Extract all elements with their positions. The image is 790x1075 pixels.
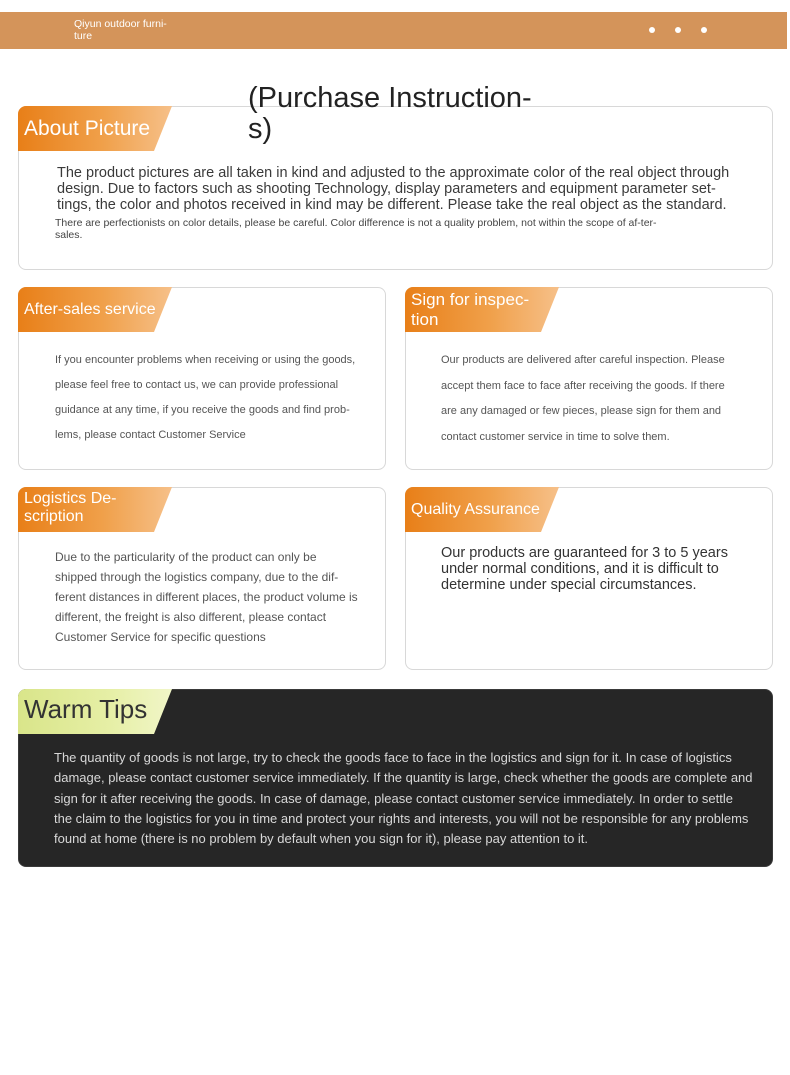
quality-card bbox=[405, 487, 773, 670]
warm-tips-title: Warm Tips bbox=[24, 694, 148, 724]
carousel-dot[interactable] bbox=[675, 27, 681, 33]
logistics-tab bbox=[18, 487, 172, 532]
warm-tips-tab bbox=[18, 689, 172, 734]
warm-tips-card bbox=[18, 689, 773, 867]
about-picture-tab bbox=[18, 106, 172, 151]
sign-inspection-title: Sign for inspec-tion bbox=[411, 290, 530, 329]
page-title: (Purchase Instruction-s) bbox=[248, 82, 532, 145]
top-banner bbox=[0, 12, 787, 49]
quality-title: Quality Assurance bbox=[411, 501, 540, 518]
quality-text: Our products are guaranteed for 3 to 5 years under normal conditions, and it is difficult to determine under special circumstances. bbox=[441, 545, 728, 593]
sign-inspection-text: Our products are delivered after careful inspection. Please accept them face to face after receiving the goods. If there are any damaged or few pieces, please sign for them and contact customer service in time to solve them. bbox=[441, 354, 725, 443]
carousel-dot[interactable] bbox=[649, 27, 655, 33]
after-sales-tab bbox=[18, 287, 172, 332]
about-main-text: The product pictures are all taken in kind and adjusted to the approximate color of the real object through design. Due to factors such as shooting Technology, display parameters and equipment parameter set-tings, the color and photos received in kind may be different. Please take the real object as the standard. bbox=[57, 165, 730, 213]
carousel-dot[interactable] bbox=[701, 27, 707, 33]
after-sales-text: If you encounter problems when receiving or using the goods, please feel free to contact us, we can provide professional guidance at any time, if you receive the goods and find prob-lems, please contact Customer Service bbox=[55, 354, 356, 441]
logistics-title: Logistics De-scription bbox=[24, 490, 117, 525]
brand-name: Qiyun outdoor furni-ture bbox=[74, 18, 167, 42]
warm-tips-text: The quantity of goods is not large, try to check the goods face to face in the logistics and sign for it. In case of logistics damage, please contact customer service immediately. If the quantity is large, check whether the goods are complete and sign for it after receiving the goods. In case of damage, please contact customer service immediately. In order to settle the claim to the logistics for you in time and protect your rights and interests, you will not be responsible for any problems found at home (there is no problem by default when you sign for it), please pay attention to it. bbox=[54, 750, 753, 847]
logistics-card bbox=[18, 487, 386, 670]
quality-tab bbox=[405, 487, 559, 532]
about-picture-title: About Picture bbox=[24, 117, 151, 140]
about-note-text: There are perfectionists on color details, please be careful. Color difference is not a quality problem, not within the scope of af-ter-sales. bbox=[55, 217, 657, 241]
sign-inspection-card bbox=[405, 287, 773, 470]
logistics-text: Due to the particularity of the product can only be shipped through the logistics company, due to the dif-ferent distances in different places, the product volume is different, the freight is also different, please contact Customer Service for specific questions bbox=[55, 550, 358, 644]
after-sales-title: After-sales service bbox=[24, 301, 156, 318]
sign-inspection-tab bbox=[405, 287, 559, 332]
after-sales-card bbox=[18, 287, 386, 470]
